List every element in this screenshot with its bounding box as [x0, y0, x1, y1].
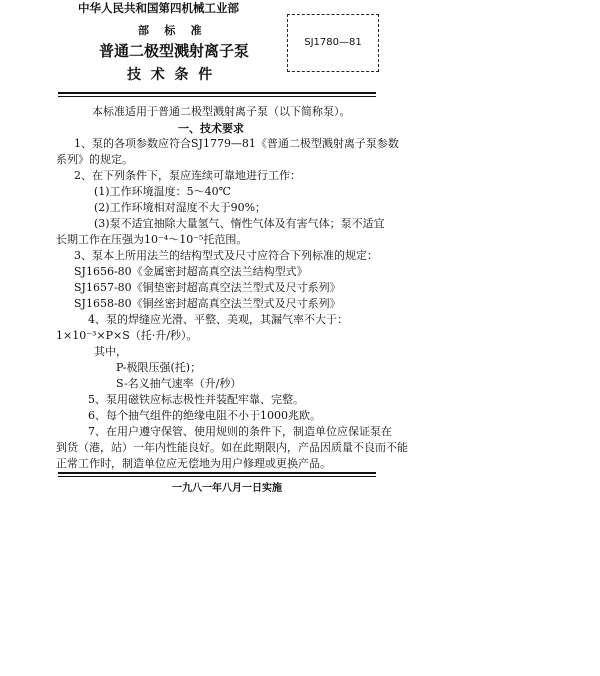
definition-p: P-极限压强(托)； [116, 361, 202, 374]
condition-1: (1)工作环境温度：5～40℃ [94, 185, 231, 198]
clause-4: 4、泵的焊缝应光滑、平整、美观，其漏气率不大于： [88, 313, 348, 326]
header-rule-thin [58, 96, 376, 97]
definition-s: S-名义抽气速率（升/秒） [116, 377, 242, 390]
header-rule-thick [58, 92, 376, 94]
ministry-name: 中华人民共和国第四机械工业部 [78, 1, 239, 15]
condition-3-line-2: 长期工作在压强为10⁻⁴～10⁻⁵托范围。 [56, 233, 248, 246]
standard-number: SJ1780—81 [304, 37, 362, 48]
standard-type: 部 标 准 [138, 24, 202, 37]
effective-date: 一九八一年八月一日实施 [172, 483, 282, 494]
clause-1-line-1: 1、泵的各项参数应符合SJ1779—81《普通二极型溅射离子泵参数 [74, 137, 399, 150]
footer-rule-thin [58, 476, 376, 477]
standard-ref-1: SJ1656-80《金属密封超高真空法兰结构型式》 [74, 265, 308, 278]
clause-3: 3、泵本上所用法兰的结构型式及尺寸应符合下列标准的规定： [74, 249, 378, 262]
condition-3-line-1: (3)泵不适宜抽除大量氢气、惰性气体及有害气体；泵不适宜 [94, 217, 385, 230]
condition-2: (2)工作环境相对湿度不大于90%； [94, 201, 267, 214]
standard-ref-2: SJ1657-80《铜垫密封超高真空法兰型式及尺寸系列》 [74, 281, 341, 294]
clause-7-line-1: 7、在用户遵守保管、使用规则的条件下，制造单位应保证泵在 [88, 425, 392, 438]
clause-7-line-3: 正常工作时，制造单位应无偿地为用户修理或更换产品。 [56, 457, 331, 470]
standard-number-box [287, 14, 379, 72]
document-subtitle: 技 术 条 件 [127, 67, 213, 83]
clause-6: 6、每个抽气组件的绝缘电阻不小于1000兆欧。 [88, 409, 321, 422]
standard-ref-3: SJ1658-80《铜丝密封超高真空法兰型式及尺寸系列》 [74, 297, 341, 310]
section-heading: 一、技术要求 [178, 122, 244, 135]
footer-rule-thick [58, 472, 376, 474]
document-title: 普通二极型溅射离子泵 [99, 42, 250, 60]
clause-1-line-2: 系列》的规定。 [56, 153, 133, 166]
clause-7-line-2: 到货（港，站）一年内性能良好。如在此期限内，产品因质量不良而不能 [56, 441, 408, 454]
intro-text: 本标准适用于普通二极型溅射离子泵（以下简称泵）。 [92, 105, 351, 118]
clause-2: 2、在下列条件下，泵应连续可靠地进行工作： [74, 169, 301, 182]
clause-5: 5、泵用磁铁应标志极性并装配牢靠、完整。 [88, 393, 304, 406]
leak-rate-formula: 1×10⁻³×P×S（托·升/秒）。 [56, 329, 198, 342]
where-label: 其中， [94, 345, 127, 358]
